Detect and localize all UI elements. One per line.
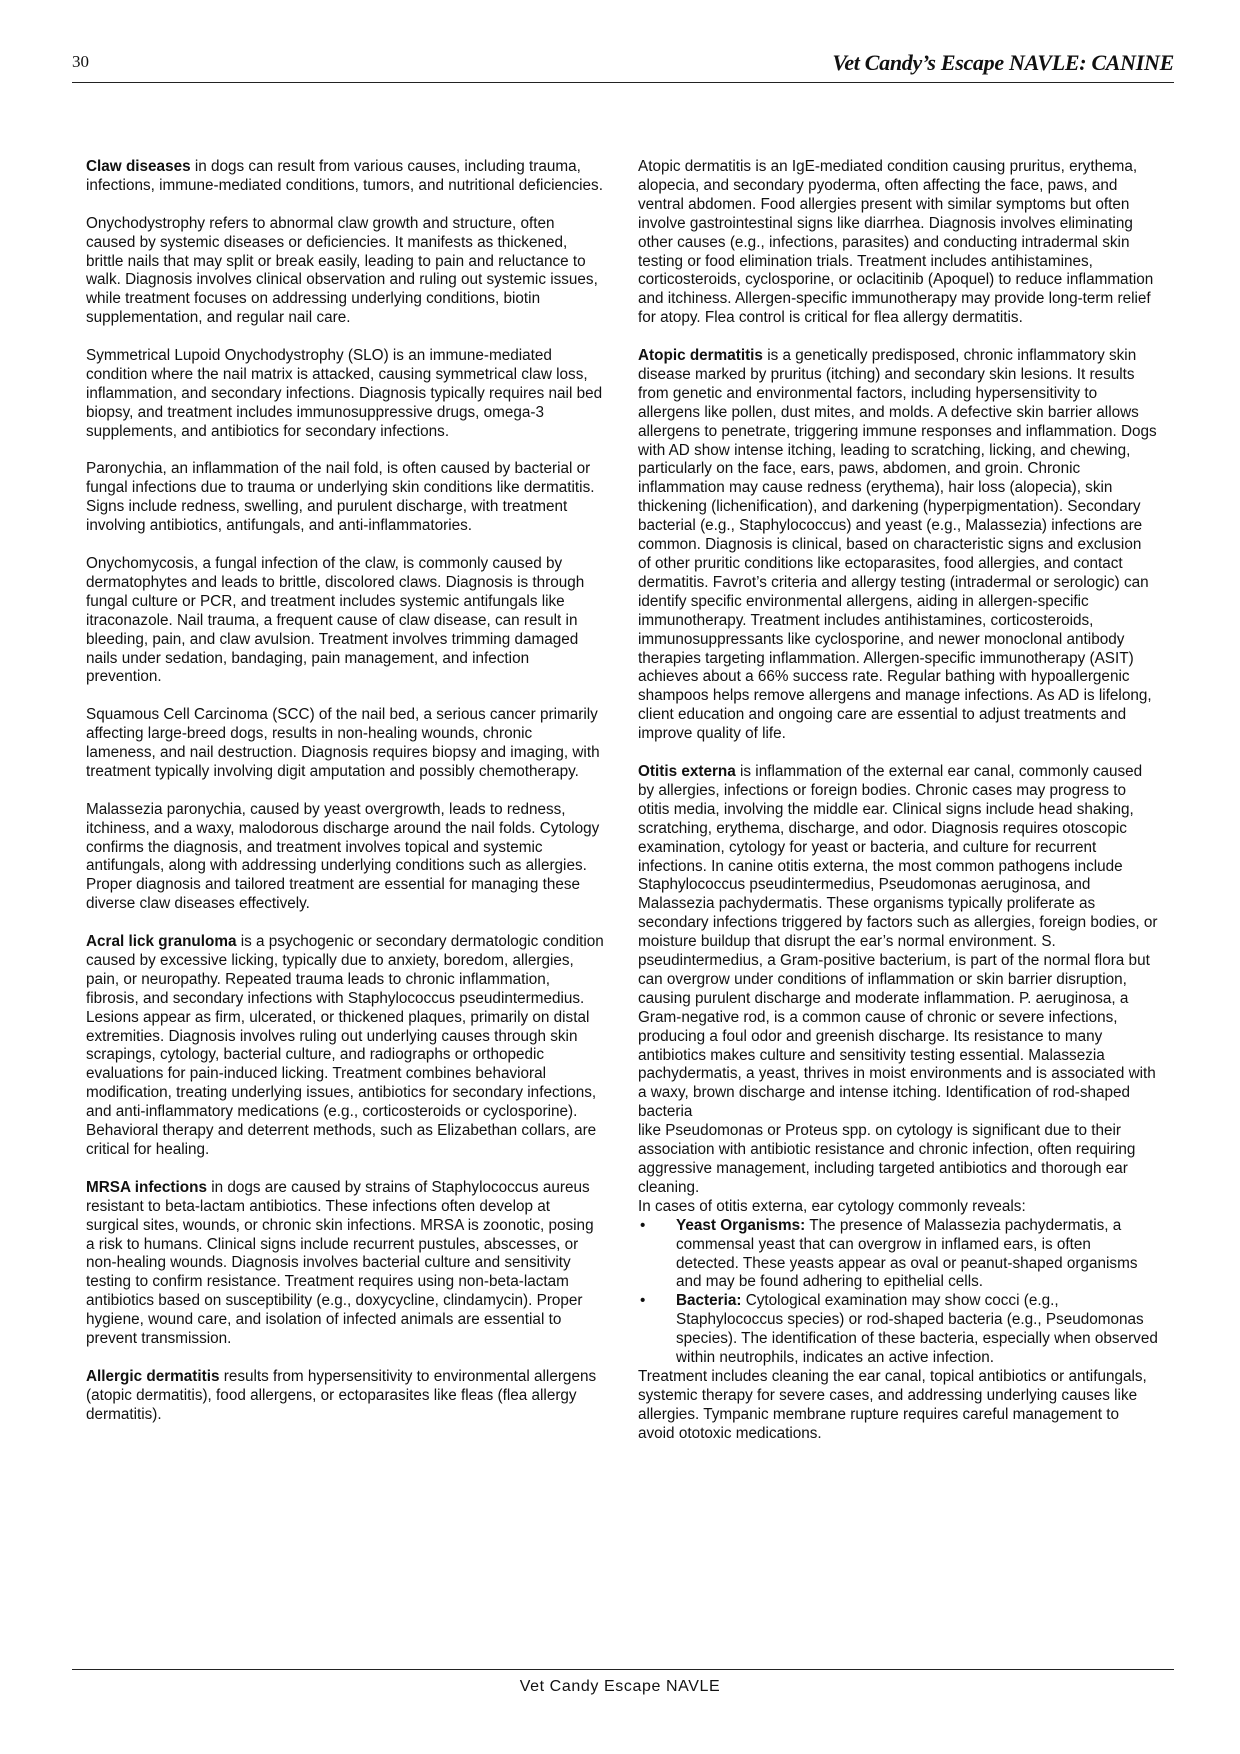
acral-lick-granuloma-heading: Acral lick granuloma (86, 933, 237, 951)
list-item (676, 1292, 1158, 1368)
atopic-dermatitis-heading: Atopic dermatitis (638, 347, 763, 365)
scc-paragraph: Squamous Cell Carcinoma (SCC) of the nail bed, a serious cancer primarily affecting large-breed dogs, results in non-healing wounds, chronic lameness, and nail destruction. Diagnosis requires biopsy and imaging, with treatment typically involving digit amputation and possibly chemotherapy. (86, 706, 600, 780)
bullet-text: The presence of Malassezia pachydermatis, a commensal yeast that can overgrow in inflamed ears, is often detected. These yeasts appear as oval or peanut-shaped organisms and may be found adhering to epithelial cells. (676, 1216, 1138, 1291)
allergic-dermatitis-paragraph (86, 1368, 606, 1425)
page-number: 30 (72, 52, 89, 71)
atopic-dermatitis-paragraph (638, 347, 1158, 744)
atopic-intro-paragraph: Atopic dermatitis is an IgE-mediated condition causing pruritus, erythema, alopecia, and secondary pyoderma, often affecting the face, paws, and ventral abdomen. Food allergies present with similar symptoms but often involve gastrointestinal signs like diarrhea. Diagnosis involves eliminating other causes (e.g., infections, parasites) and conducting intradermal skin testing or food elimination trials. Treatment includes antihistamines, corticosteroids, cyclosporine, or oclacitinib (Apoquel) to reduce inflammation and itchiness. Allergen-specific immunotherapy may provide long-term relief for atopy. Flea control is critical for flea allergy dermatitis. (638, 158, 1154, 327)
paronychia-paragraph: Paronychia, an inflammation of the nail fold, is often caused by bacterial or fungal infections due to trauma or underlying skin conditions like dermatitis. Signs include redness, swelling, and purulent discharge, with treatment involving antibiotics, antifungals, and anti-inflammatories. (86, 460, 595, 535)
malassezia-paronychia-paragraph: Malassezia paronychia, caused by yeast overgrowth, leads to redness, itchiness, and a waxy, malodorous discharge around the nail folds. Cytology confirms the diagnosis, and treatment involves topical and systemic antifungals, along with addressing underlying conditions such as allergies. Proper diagnosis and tailored treatment are essential for managing these diverse claw diseases effectively. (86, 800, 600, 913)
onychodystrophy-paragraph: Onychodystrophy refers to abnormal claw growth and structure, often caused by systemic diseases or deficiencies. It manifests as thickened, brittle nails that may split or break easily, leading to pain and reluctance to walk. Diagnosis involves clinical observation and ruling out systemic issues, while treatment focuses on addressing underlying conditions, biotin supplementation, and regular nail care. (86, 214, 598, 327)
list-item (676, 1217, 1158, 1293)
claw-diseases-text: in dogs can result from various causes, including trauma, infections, immune-mediated conditions, tumors, and nutritional deficiencies. (86, 158, 603, 194)
allergic-dermatitis-heading: Allergic dermatitis (86, 1367, 220, 1385)
bullet-label: Bacteria: (676, 1292, 742, 1310)
allergic-dermatitis-text: results from hypersensitivity to environmental allergens (atopic dermatitis), food allergens, or ectoparasites like fleas (flea allergy dermatitis). (86, 1367, 597, 1423)
claw-diseases-heading: Claw diseases (86, 158, 191, 175)
header-divider (72, 82, 1174, 83)
bullet-text: Cytological examination may show cocci (e.g., Staphylococcus species) or rod-shaped bacteria (e.g., Pseudomonas species). The identification of these bacteria, especially when observed within neutrophils, indicates an active infection. (676, 1292, 1158, 1367)
slo-paragraph: Symmetrical Lupoid Onychodystrophy (SLO) is an immune-mediated condition where the nail matrix is attacked, causing symmetrical claw loss, inflammation, and secondary infections. Diagnosis typically requires nail bed biopsy, and treatment includes immunosuppressive drugs, omega-3 supplements, and antibiotics for secondary infections. (86, 347, 603, 440)
otitis-continuation: like Pseudomonas or Proteus spp. on cytology is significant due to their association with antibiotic resistance and chronic infection, often requiring aggressive management, including targeted antibiotics and thorough ear cleaning. (638, 1122, 1136, 1196)
acral-lick-granuloma-text: is a psychogenic or secondary dermatologic condition caused by excessive licking, typically due to anxiety, boredom, allergies, pain, or neuropathy. Repeated trauma leads to chronic inflammation, fibrosis, and secondary infections with Staphylococcus pseudintermedius. Lesions appear as firm, ulcerated, or thickened plaques, primarily on distal extremities. Diagnosis involves ruling out underlying causes through skin scrapings, cytology, bacterial culture, and radiographs or orthopedic evaluations for pain-induced licking. Treatment combines behavioral modification, treating underlying issues, antibiotics for secondary infections, and anti-inflammatory medications (e.g., corticosteroids or cyclosporine). Behavioral therapy and deterrent methods, such as Elizabethan collars, are critical for healing. (86, 933, 604, 1159)
book-title: Vet Candy’s Escape NAVLE: CANINE (832, 50, 1174, 75)
otitis-externa-paragraph (638, 763, 1158, 1122)
atopic-dermatitis-text: is a genetically predisposed, chronic inflammatory skin disease marked by pruritus (itching) and secondary skin lesions. It results from genetic and environmental factors, including hypersensitivity to allergens like pollen, dust mites, and molds. A defective skin barrier allows allergens to penetrate, triggering immune responses and inflammation. Dogs with AD show intense itching, leading to scratching, licking, and chewing, particularly on the face, ears, paws, abdomen, and groin. Chronic inflammation may cause redness (erythema), hair loss (alopecia), skin thickening (lichenification), and darkening (hyperpigmentation). Secondary bacterial (e.g., Staphylococcus) and yeast (e.g., Malassezia) infections are common. Diagnosis is clinical, based on characteristic signs and exclusion of other pruritic conditions like ectoparasites, food allergies, and contact dermatitis. Favrot’s criteria and allergy testing (intradermal or serologic) can identify specific environmental allergens, aiding in allergen-specific immunotherapy. Treatment includes antihistamines, corticosteroids, immunosuppressants like cyclosporine, and newer monoclonal antibody therapies targeting inflammation. Allergen-specific immunotherapy (ASIT) achieves about a 66% success rate. Regular bathing with hypoallergenic shampoos helps remove allergens and manage infections. As AD is lifelong, client education and ongoing care are essential to adjust treatments and improve quality of life. (638, 347, 1157, 743)
mrsa-text: in dogs are caused by strains of Staphylococcus aureus resistant to beta-lactam antibiotics. These infections often develop at surgical sites, wounds, or chronic skin infections. MRSA is zoonotic, posing a risk to humans. Clinical signs include recurrent pustules, abscesses, or non-healing wounds. Diagnosis involves bacterial culture and sensitivity testing to confirm resistance. Treatment requires using non-beta-lactam antibiotics based on susceptibility (e.g., doxycycline, clindamycin). Proper hygiene, wound care, and isolation of infected animals are essential to prevent transmission. (86, 1178, 594, 1348)
left-column (86, 158, 606, 1425)
footer-text: Vet Candy Escape NAVLE (519, 1678, 721, 1695)
mrsa-paragraph (86, 1179, 606, 1349)
bullet-label: Yeast Organisms: (676, 1216, 806, 1234)
otitis-externa-heading: Otitis externa (638, 762, 736, 780)
claw-diseases-paragraph (86, 158, 606, 196)
otitis-externa-text: is inflammation of the external ear canal, commonly caused by allergies, infections or foreign bodies. Chronic cases may progress to otitis media, involving the middle ear. Clinical signs include head shaking, scratching, erythema, discharge, and odor. Diagnosis requires otoscopic examination, cytology for yeast or bacteria, and culture for recurrent infections. In canine otitis externa, the most common pathogens include Staphylococcus pseudintermedius, Pseudomonas aeruginosa, and Malassezia pachydermatis. These organisms typically proliferate as secondary infections triggered by factors such as allergies, foreign bodies, or moisture buildup that disrupt the ear’s normal environment. S. pseudintermedius, a Gram-positive bacterium, is part of the normal flora but can overgrow under conditions of inflammation or skin barrier disruption, causing purulent discharge and moderate inflammation. P. aeruginosa, a Gram-negative rod, is a common cause of chronic or severe infections, producing a foul odor and greenish discharge. Its resistance to many antibiotics makes culture and sensitivity testing essential. Malassezia pachydermatis, a yeast, thrives in moist environments and is associated with a waxy, brown discharge and intense itching. Identification of rod-shaped bacteria (638, 762, 1158, 1121)
cytology-bullet-list (638, 1217, 1158, 1368)
right-column (638, 158, 1158, 1444)
onychomycosis-paragraph: Onychomycosis, a fungal infection of the claw, is commonly caused by dermatophytes and leads to brittle, discolored claws. Diagnosis is through fungal culture or PCR, and treatment includes systemic antifungals like itraconazole. Nail trauma, a frequent cause of claw disease, can result in bleeding, pain, and claw avulsion. Treatment involves trimming damaged nails under sedation, bandaging, pain management, and infection prevention. (86, 554, 585, 686)
acral-lick-granuloma-paragraph (86, 933, 606, 1160)
cytology-intro: In cases of otitis externa, ear cytology commonly reveals: (638, 1197, 1026, 1215)
otitis-treatment-paragraph: Treatment includes cleaning the ear canal, topical antibiotics or antifungals, systemic therapy for severe cases, and addressing underlying causes like allergies. Tympanic membrane rupture requires careful management to avoid ototoxic medications. (638, 1367, 1147, 1442)
footer-divider (72, 1669, 1174, 1670)
mrsa-heading: MRSA infections (86, 1178, 207, 1196)
